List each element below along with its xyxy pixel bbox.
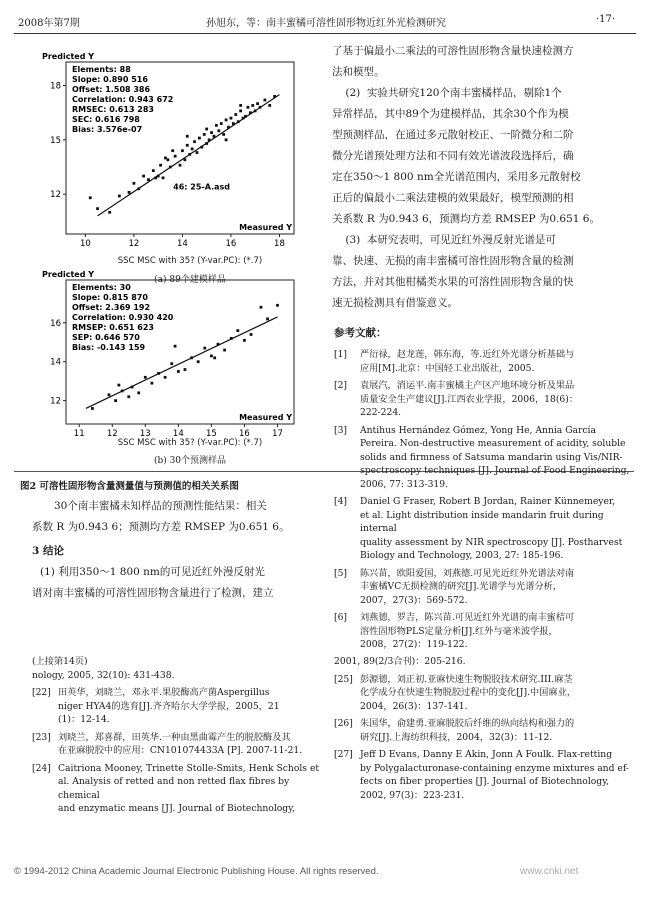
lower-right-references [334, 655, 634, 806]
reference-line: Caitriona Mooney, Trinette Stolle-Smits, Henk Schols et [58, 762, 320, 774]
reference-number: [24] [32, 762, 51, 774]
data-point [203, 347, 206, 350]
data-point [137, 187, 140, 190]
data-point [96, 207, 99, 210]
reference-number: [3] [334, 424, 348, 436]
reference-line: niger HYA4的选育[J].齐齐哈尔大学学报，2005，21 [58, 700, 280, 712]
scatter-chart-a [30, 44, 300, 254]
data-point [239, 109, 242, 112]
data-point [236, 329, 239, 332]
running-header [0, 8, 650, 28]
data-point [205, 128, 208, 131]
data-point [227, 126, 230, 129]
data-point [157, 372, 160, 375]
data-point [205, 142, 208, 145]
reference-item [334, 348, 634, 375]
reference-line: (1)：12-14. [58, 714, 110, 725]
data-point [151, 382, 154, 385]
x-tick-label: 14 [172, 429, 184, 437]
watermark-text: www.cnki.net [520, 866, 579, 877]
x-tick-label: 17 [272, 429, 283, 437]
data-point [171, 149, 174, 152]
y-tick-label: 15 [50, 135, 61, 146]
data-point [152, 169, 155, 172]
reference-line: 严衍禄，赵龙莲，韩东海，等.近红外光谱分析基础与 [360, 349, 575, 360]
reference-number: [5] [334, 567, 348, 579]
stat-label: Slope: 0.890 516 [72, 75, 148, 84]
data-point [91, 407, 94, 410]
reference-line: 222-224. [360, 407, 402, 418]
reference-line: by Polygalacturonase-containing enzyme mixtures and ef- [360, 762, 630, 774]
data-point [118, 195, 121, 198]
reference-line: 2001, 89(2/3合刊)：205-216. [334, 656, 466, 667]
paragraph-line: 谱对南丰蜜橘的可溶性固形物含量进行了检测，建立 [32, 587, 274, 599]
reference-line: 溶性固形物PLS定量分析[J].红外与毫米波学报， [360, 625, 558, 637]
stat-label: SEC: 0.616 798 [72, 115, 140, 124]
data-point [217, 129, 220, 132]
stat-label: RMSEC: 0.613 283 [72, 105, 154, 114]
x-axis-label: Measured Y [239, 413, 292, 422]
data-point [114, 399, 117, 402]
figure-b [30, 262, 300, 437]
paragraph-line: 法和模型。 [332, 66, 385, 78]
paragraph-line: 30个南丰蜜橘未知样品的预测性能结果：相关 [54, 500, 267, 512]
reference-item [334, 748, 634, 802]
reference-line: et al. Light distribution inside mandarin fruit during internal [360, 509, 604, 534]
reference-line: 2004，26(3)：137-141. [360, 700, 468, 712]
stat-label: Correlation: 0.943 672 [72, 95, 174, 104]
x-tick-label: 15 [205, 429, 217, 437]
reference-line: Biology and Technology, 2003, 27: 185-196. [360, 550, 564, 561]
data-point [162, 176, 165, 179]
reference-line: 陈兴苗，欧阳爱国，刘燕德.可见光近红外光谱法对南 [360, 567, 575, 579]
data-point [213, 356, 216, 359]
data-point [188, 153, 191, 156]
data-point [213, 135, 216, 138]
running-title: 孙旭东，等：南丰蜜橘可溶性固形物近红外光检测研究 [206, 18, 446, 29]
data-point [237, 120, 240, 123]
reference-line: spectroscopy techniques [J]. Journal of Food Engineering, [360, 465, 630, 476]
figure-a [30, 44, 300, 254]
reference-line: al. Analysis of retted and non retted flax fibres by chemical [58, 776, 290, 801]
data-point [144, 376, 147, 379]
reference-line: 化学成分在快速生物脱胶过程中的变化[J].中国麻业， [360, 687, 576, 698]
reference-number: [23] [32, 731, 51, 743]
data-point [170, 362, 173, 365]
data-point [154, 176, 157, 179]
data-point [210, 131, 213, 134]
reference-line: solids and firmness of Satsuma mandarin using Vis/NIR- [360, 451, 623, 463]
reference-number: [25] [334, 673, 353, 685]
data-point [159, 164, 162, 167]
data-point [128, 191, 131, 194]
x-tick-label: 12 [106, 429, 118, 437]
stat-label: SEP: 0.646 570 [72, 333, 140, 342]
stat-label: Elements: 88 [72, 65, 131, 74]
data-point [276, 304, 279, 307]
data-point [183, 158, 186, 161]
header-rule [14, 33, 636, 34]
lower-left-references [32, 655, 322, 820]
paragraph-line: 了基于偏最小二乘法的可溶性固形物含量快速检测方 [332, 45, 574, 57]
data-point [127, 395, 130, 398]
data-point [177, 370, 180, 373]
reference-item [334, 495, 634, 563]
data-point [210, 354, 213, 357]
x-tick-label: 10 [79, 239, 91, 249]
data-point [259, 106, 262, 109]
data-point [190, 356, 193, 359]
paragraph-line: 关系数 R 为0.943 6，预测均方差 RMSEP 为0.651 6。 [332, 213, 600, 225]
reference-line: 研究[J].上海纺织科技，2004，32(3)：11-12. [360, 731, 553, 743]
data-point [200, 146, 203, 149]
x-tick-label: 16 [225, 239, 237, 249]
stat-label: Offset: 2.369 192 [72, 303, 151, 312]
stat-label: Elements: 30 [72, 283, 131, 292]
reference-line: 应用[M].北京：中国轻工业出版社，2005. [360, 362, 535, 374]
figure-b-subtitle: SSC MSC with 35? (Y-var.PC): (*.7) [117, 438, 263, 448]
data-point [142, 175, 145, 178]
data-point [198, 137, 201, 140]
issue-label: 2008年第7期 [18, 18, 80, 29]
reference-number: [27] [334, 749, 353, 760]
copyright-footer: © 1994-2012 China Academic Journal Electronic Publishing House. All rights reserved. [14, 866, 379, 877]
section-divider [14, 630, 636, 638]
data-point [268, 104, 271, 107]
data-point [131, 386, 134, 389]
data-point [239, 104, 242, 107]
reference-item [334, 424, 634, 492]
figure-b-caption: (b) 30个预测样品 [153, 456, 227, 466]
data-point [260, 306, 263, 309]
data-point [164, 157, 167, 160]
paragraph-line: 微分光谱预处理方法和不同有效光谱波段选择后，确 [332, 150, 574, 162]
point-annotation: 46: 25-A.asd [173, 182, 231, 192]
reference-number: [2] [334, 380, 348, 391]
data-point [234, 113, 237, 116]
reference-line: (上接第14页) [32, 656, 88, 667]
y-tick-label: 18 [50, 81, 61, 92]
scatter-chart-b [30, 262, 300, 437]
x-tick-label: 16 [239, 429, 250, 437]
reference-line: 袁展汽，消运平.南丰蜜橘主产区产地环境分析及果品 [360, 380, 575, 391]
reference-item [334, 717, 634, 744]
stat-label: RMSEP: 0.651 623 [72, 323, 154, 332]
stat-label: Bias: -0.143 159 [72, 343, 146, 352]
paragraph-line: (1) 利用350～1 800 nm的可见近红外漫反射光 [40, 566, 265, 578]
reference-line: Jeff D Evans, Danny E Akin, Jonn A Foulk. Flax-retting [360, 749, 613, 760]
left-body-text [32, 496, 322, 604]
reference-line: 彭源德，刘正初.亚麻快速生物脱胶技术研究.III.麻茎 [360, 673, 573, 685]
data-point [254, 109, 257, 112]
y-axis-label: Predicted Y [42, 270, 94, 279]
reference-number: [22] [32, 687, 51, 698]
reference-line: 刘晓兰，郑喜群，田英华.一种由黑曲霉产生的脱胶酶及其 [58, 731, 291, 743]
reference-line: Daniel G Fraser, Robert B Jordan, Rainer Künnemeyer, [360, 496, 616, 507]
figure-a-caption: (a) 89个建模样品 [154, 275, 226, 285]
reference-item [32, 655, 322, 682]
data-point [263, 99, 266, 102]
reference-number: [4] [334, 496, 348, 507]
data-point [157, 175, 160, 178]
data-point [220, 122, 223, 125]
reference-item [32, 762, 322, 816]
reference-item [32, 731, 322, 758]
paragraph-line: 系数 R 为0.943 6；预测均方差 RMSEP 为0.651 6。 [32, 521, 290, 533]
reference-line: 田英华，刘晓兰，邓永平.果胶酶高产菌Aspergillus [58, 687, 270, 698]
reference-line: 2002, 97(3)：223-231. [360, 789, 465, 801]
data-point [242, 117, 245, 120]
data-point [217, 343, 220, 346]
reference-line: fects on fiber properties [J]. Journal of Biotechnology, [360, 776, 610, 787]
reference-item [334, 655, 634, 669]
data-point [169, 166, 172, 169]
data-point [249, 111, 252, 114]
data-point [179, 164, 182, 167]
reference-line: Antihus Hernández Gómez, Yong He, Annia García [360, 424, 596, 436]
paragraph-line: (2) 实验共研究120个南丰蜜橘样品，剔除1个 [332, 87, 562, 99]
data-point [184, 368, 187, 371]
x-tick-label: 14 [177, 239, 188, 249]
data-point [193, 140, 196, 143]
data-point [121, 390, 124, 393]
figure-a-subtitle: SSC MSC with 35? (Y-var.PC): (*.7) [117, 256, 263, 266]
reference-line: 2006, 77: 313-319. [360, 478, 449, 490]
reference-line: 2007，27(3)：569-572. [360, 594, 468, 606]
data-point [196, 151, 199, 154]
reference-line: and enzymatic means [J]. Journal of Biotechnology, [58, 803, 296, 814]
data-point [174, 345, 177, 348]
data-point [266, 318, 269, 321]
reference-line: 丰蜜橘VC无损检测的研究[J].光谱学与光谱分析， [360, 581, 562, 592]
reference-number: [1] [334, 349, 348, 360]
data-point [166, 158, 169, 161]
data-point [222, 133, 225, 136]
reference-line: 2008，27(2)：119-122. [360, 639, 468, 650]
y-tick-label: 12 [50, 396, 61, 407]
stat-label: Offset: 1.508 386 [72, 85, 151, 94]
reference-list [334, 348, 634, 656]
data-point [256, 102, 259, 105]
reference-line: 朱国华，俞建勇.亚麻脱胶后纤维的纵向结构和强力的 [360, 718, 575, 729]
section-heading: 3 结论 [32, 545, 64, 557]
paragraph-line: 异常样品，其中89个为建模样品，其余30个作为模 [332, 108, 569, 120]
data-point [251, 104, 254, 107]
paragraph-line: 靠、快速、无损的南丰蜜橘可溶性固形物含量的检测 [332, 255, 574, 267]
data-point [174, 155, 177, 158]
data-point [186, 135, 189, 138]
reference-line: 在亚麻脱胶中的应用：CN101074433A [P]. 2007-11-21. [58, 745, 303, 756]
paragraph-line: (3) 本研究表明，可见近红外漫反射光谱是可 [332, 234, 556, 246]
reference-number: [6] [334, 612, 348, 623]
paragraph-line: 定在350～1 800 nm全光谱范围内，采用多元散射校 [332, 171, 581, 183]
data-point [108, 393, 111, 396]
data-point [215, 124, 218, 127]
data-point [137, 391, 140, 394]
stat-label: Slope: 0.815 870 [72, 293, 148, 302]
page-number: ·17· [596, 14, 616, 25]
x-tick-label: 11 [73, 429, 85, 437]
y-tick-label: 14 [50, 357, 61, 368]
data-point [181, 149, 184, 152]
data-point [244, 115, 247, 118]
reference-line: Pereira. Non-destructive measurement of acidity, soluble [360, 438, 626, 449]
data-point [164, 376, 167, 379]
reference-line: 质量安全生产建议[J].江西农业学报，2006，18(6)： [360, 393, 579, 405]
data-point [273, 95, 276, 98]
data-point [243, 339, 246, 342]
stat-label: Bias: 3.576e-07 [72, 125, 143, 134]
data-point [230, 117, 233, 120]
data-point [247, 106, 250, 109]
reference-line: 刘燕德，罗吉，陈兴苗.可见近红外光谱的南丰蜜桔可 [360, 612, 575, 623]
data-point [117, 384, 120, 387]
y-tick-label: 12 [50, 190, 61, 201]
data-point [250, 333, 253, 336]
paragraph-line: 速无损检测具有借鉴意义。 [332, 297, 458, 309]
x-tick-label: 18 [274, 239, 285, 249]
reference-item [32, 686, 322, 727]
data-point [89, 196, 92, 199]
data-point [232, 122, 235, 125]
y-axis-label: Predicted Y [42, 52, 94, 61]
paragraph-line: 方法，并对其他柑橘类水果的可溶性固形物含量的快 [332, 276, 574, 288]
data-point [197, 360, 200, 363]
reference-item [334, 379, 634, 420]
reference-line: quality assessment by NIR spectroscopy [J]. Postharvest [360, 536, 623, 548]
data-point [133, 182, 136, 185]
references-heading: 参考文献： [334, 327, 387, 339]
reference-line: nology, 2005, 32(10): 431-438. [32, 669, 175, 681]
figure-caption: 图2 可溶性固形物含量测量值与预测值的相关关系图 [20, 481, 239, 492]
x-tick-label: 12 [128, 239, 140, 249]
data-point [186, 144, 189, 147]
data-point [230, 337, 233, 340]
reference-number: [26] [334, 718, 353, 729]
x-tick-label: 13 [139, 429, 151, 437]
paragraph-line: 型预测样品，在通过多元散射校正、一阶微分和二阶 [332, 129, 574, 141]
x-axis-label: Measured Y [239, 223, 292, 232]
y-tick-label: 16 [50, 318, 61, 329]
data-point [208, 138, 211, 141]
stat-label: Correlation: 0.930 420 [72, 313, 174, 322]
data-point [147, 178, 150, 181]
data-point [225, 119, 228, 122]
reference-item [334, 567, 634, 608]
paragraph-line: 正后的偏最小二乘法建模的效果最好，模型预测的相 [332, 192, 574, 204]
data-point [223, 349, 226, 352]
data-point [225, 138, 228, 141]
data-point [191, 148, 194, 151]
right-body-text [332, 41, 632, 314]
reference-item [334, 673, 634, 714]
data-point [203, 133, 206, 136]
data-point [108, 211, 111, 214]
